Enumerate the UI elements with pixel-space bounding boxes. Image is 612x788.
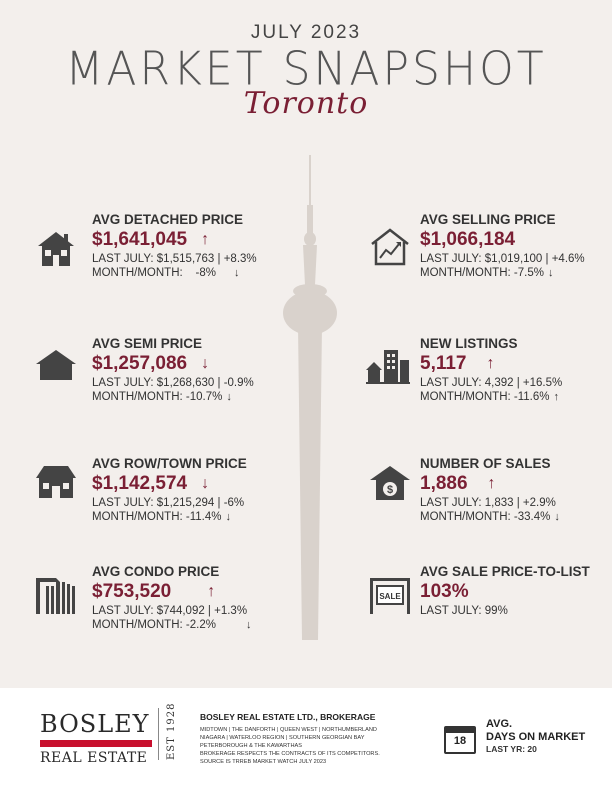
stat-label: NUMBER OF SALES <box>420 456 551 471</box>
sale-sign-icon <box>368 576 412 621</box>
service-areas-line-3: PETERBOROUGH & THE KAWARTHAS <box>200 743 302 749</box>
days-on-market-value: 18 <box>453 735 467 747</box>
arrow-up-icon: ↑ <box>486 355 495 372</box>
stat-last-year: LAST JULY: $1,268,630 | -0.9% <box>92 377 254 389</box>
stat-month-over-month: MONTH/MONTH: -8% <box>92 267 216 279</box>
stat-number-of-sales <box>420 456 560 523</box>
stat-last-year: LAST JULY: 4,392 | +16.5% <box>420 377 563 389</box>
days-on-market <box>486 718 585 754</box>
stat-last-year: LAST JULY: 99% <box>420 605 508 617</box>
stat-last-year: LAST JULY: $1,215,294 | -6% <box>92 497 245 509</box>
stat-value: 1,886 <box>420 473 468 494</box>
semi-house-icon <box>34 344 78 389</box>
stat-last-year: LAST JULY: $1,515,763 | +8.3% <box>92 253 257 265</box>
buildings-icon <box>366 346 410 391</box>
arrow-up-icon: ↑ <box>553 391 559 403</box>
arrow-down-icon: ↓ <box>225 511 231 523</box>
cn-tower-illustration <box>280 155 340 640</box>
stat-label: AVG CONDO PRICE <box>92 564 220 579</box>
dom-last-year: LAST YR: 20 <box>486 744 537 754</box>
dom-title-2: DAYS ON MARKET <box>486 731 586 743</box>
arrow-down-icon: ↓ <box>554 511 560 523</box>
stat-value: $1,066,184 <box>420 229 516 250</box>
stat-month-over-month: MONTH/MONTH: -33.4% <box>420 511 551 523</box>
stat-value: $1,641,045 <box>92 229 188 250</box>
logo-top-text: BOSLEY <box>40 710 150 738</box>
stat-last-year: LAST JULY: $744,092 | +1.3% <box>92 605 248 617</box>
stat-label: AVG SEMI PRICE <box>92 336 203 351</box>
stat-value: $1,257,086 <box>92 353 188 374</box>
arrow-down-icon: ↓ <box>226 391 232 403</box>
service-areas-line-2: NIAGARA | WATERLOO REGION | SOUTHERN GEORGIAN BAY <box>200 735 365 741</box>
stat-label: NEW LISTINGS <box>420 336 518 351</box>
arrow-down-icon: ↓ <box>233 267 240 279</box>
dom-title-1: AVG. <box>486 718 513 730</box>
stat-month-over-month: MONTH/MONTH: -2.2% <box>92 619 216 631</box>
city-name: Toronto <box>243 86 369 121</box>
arrow-down-icon: ↓ <box>201 475 210 492</box>
report-month: JULY 2023 <box>250 22 362 43</box>
page-title: MARKET SNAPSHOT <box>65 42 547 97</box>
condo-building-icon <box>34 576 78 621</box>
service-areas-line-1: MIDTOWN | THE DANFORTH | QUEEN WEST | NORTHUMBERLAND <box>200 727 377 733</box>
logo-bottom-text: REAL ESTATE <box>40 750 148 766</box>
disclaimer-line-2: SOURCE IS TRREB MARKET WATCH JULY 2023 <box>200 759 327 765</box>
established-year: EST 1928 <box>166 702 177 760</box>
stat-label: AVG DETACHED PRICE <box>92 212 244 227</box>
arrow-up-icon: ↑ <box>201 231 210 248</box>
svg-text:$: $ <box>386 484 394 496</box>
stat-month-over-month: MONTH/MONTH: -11.4% <box>92 511 222 523</box>
brokerage-name: BOSLEY REAL ESTATE LTD., BROKERAGE <box>200 712 376 722</box>
arrow-down-icon: ↓ <box>201 355 210 372</box>
stat-last-year: LAST JULY: $1,019,100 | +4.6% <box>420 253 585 265</box>
stat-last-year: LAST JULY: 1,833 | +2.9% <box>420 497 556 509</box>
arrow-down-icon: ↓ <box>547 267 554 279</box>
stat-avg-selling <box>420 212 585 279</box>
arrow-up-icon: ↑ <box>207 583 216 600</box>
house-dollar-icon <box>368 462 412 507</box>
stat-month-over-month: MONTH/MONTH: -11.6% <box>420 391 550 403</box>
stat-value: 103% <box>420 581 469 602</box>
logo-divider <box>158 708 159 760</box>
stat-value: 5,117 <box>420 353 467 374</box>
stat-detached <box>92 212 257 279</box>
stat-month-over-month: MONTH/MONTH: -7.5% <box>420 267 544 279</box>
sale-sign-text: SALE <box>379 592 401 601</box>
detached-house-icon <box>34 228 78 273</box>
calendar-icon <box>444 726 476 754</box>
stat-month-over-month: MONTH/MONTH: -10.7% <box>92 391 223 403</box>
stat-row-town <box>92 456 247 523</box>
stat-label: AVG SALE PRICE-TO-LIST <box>420 564 590 579</box>
footer <box>0 688 612 788</box>
logo-red-bar <box>40 740 152 747</box>
arrow-up-icon: ↑ <box>487 475 496 492</box>
stat-label: AVG ROW/TOWN PRICE <box>92 456 247 471</box>
stat-value: $753,520 <box>92 581 172 602</box>
arrow-down-icon: ↓ <box>245 619 252 631</box>
stat-sale-to-list <box>420 564 590 617</box>
disclaimer-line-1: BROKERAGE RESPECTS THE CONTRACTS OF ITS COMPETITORS. <box>200 751 380 757</box>
bosley-logo <box>40 710 152 766</box>
townhouse-icon <box>34 462 78 507</box>
stat-label: AVG SELLING PRICE <box>420 212 556 227</box>
stat-condo <box>92 564 251 631</box>
brokerage-info <box>200 712 380 766</box>
stat-semi <box>92 336 254 403</box>
house-growth-icon <box>368 226 412 271</box>
stat-value: $1,142,574 <box>92 473 188 494</box>
stat-new-listings <box>420 336 562 403</box>
